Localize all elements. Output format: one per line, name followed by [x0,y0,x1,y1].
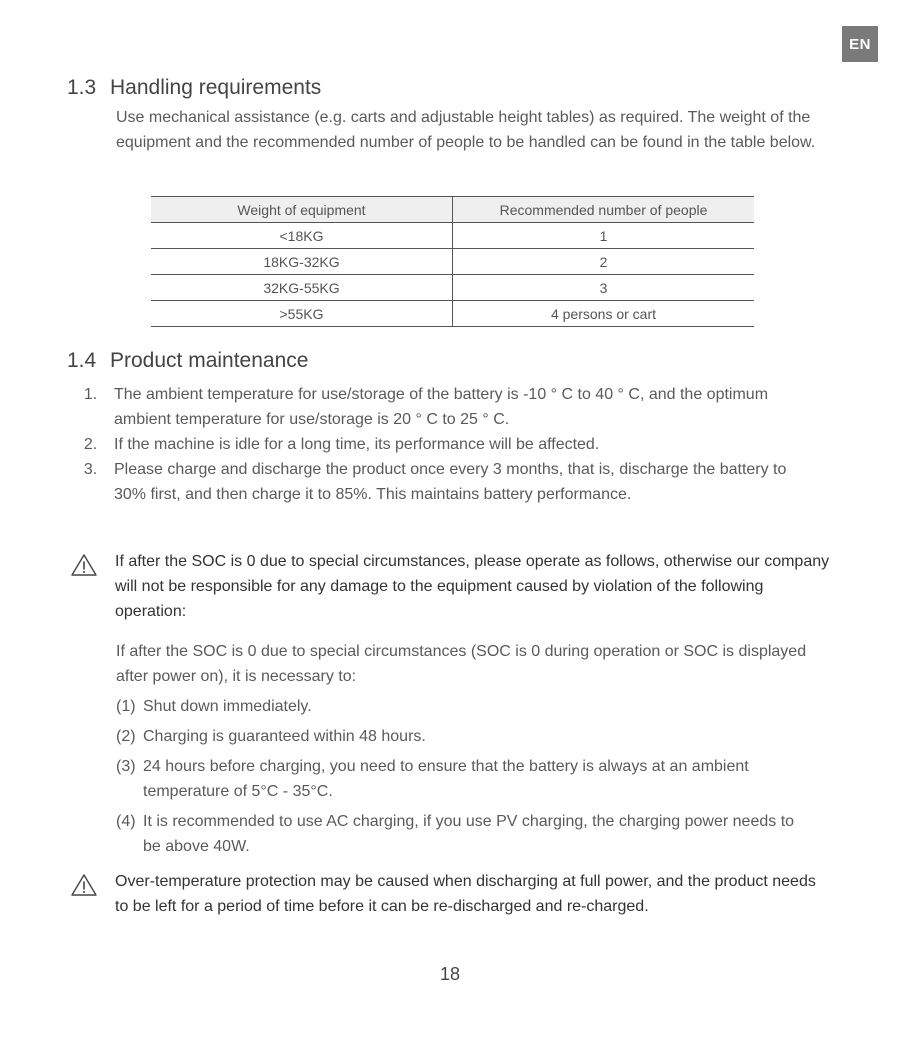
list-item [67,432,807,457]
handling-table [151,196,754,327]
list-item-number: (2) [116,728,136,745]
list-item-number: (4) [116,813,136,830]
list-item [116,754,816,804]
list-item [67,457,807,507]
table-row [151,223,754,249]
list-item-text: The ambient temperature for use/storage of the battery is -10 ° C to 40 ° C, and the optimum ambient temperature for use/storage is 20 ° C to 25 ° C. [114,386,769,428]
list-item [116,694,816,719]
language-badge: EN [842,26,878,62]
table-cell-weight: 18KG-32KG [151,249,453,275]
list-item-text: 24 hours before charging, you need to ensure that the battery is always at an ambient temperature of 5°C - 35°C. [143,758,749,800]
table-row [151,275,754,301]
warning-triangle-icon [70,873,98,897]
table-header-weight: Weight of equipment [151,197,453,223]
section-title: Handling requirements [110,76,322,99]
maintenance-list [67,382,807,507]
table-cell-weight: >55KG [151,301,453,327]
warning-detail: If after the SOC is 0 due to special circumstances (SOC is 0 during operation or SOC is displayed after power on), it is necessary to: [116,643,807,685]
list-item [116,724,816,749]
list-item-text: It is recommended to use AC charging, if you use PV charging, the charging power needs to be above 40W. [143,813,795,855]
list-item-number: (1) [116,698,136,715]
list-item-number: 2. [83,436,98,453]
table-cell-people: 4 persons or cart [453,301,755,327]
table-cell-people: 2 [453,249,755,275]
list-item [67,382,807,432]
section-number: 1.3 [67,76,97,99]
list-item [116,809,816,859]
warning-text: If after the SOC is 0 due to special circumstances, please operate as follows, otherwise our company will not be responsible for any damage to the equipment caused by violation of the following operation: [115,553,830,620]
list-item-text: If the machine is idle for a long time, its performance will be affected. [114,436,600,453]
table-row [151,249,754,275]
warning-steps [116,694,816,864]
table-cell-people: 3 [453,275,755,301]
list-item-number: (3) [116,758,136,775]
section-heading-maintenance [67,349,308,373]
list-item-number: 3. [83,461,98,478]
warning-triangle-icon [70,553,98,577]
list-item-text: Please charge and discharge the product once every 3 months, that is, discharge the battery to 30% first, and then charge it to 85%. This maintains battery performance. [114,461,787,503]
table-header-people: Recommended number of people [453,197,755,223]
warning-text: Over-temperature protection may be caused when discharging at full power, and the product needs to be left for a period of time before it can be re-discharged and re-charged. [115,873,816,915]
handling-intro: Use mechanical assistance (e.g. carts and adjustable height tables) as required. The weight of the equipment and the recommended number of people to be handled can be found in the table below. [116,109,816,151]
table-header-row [151,197,754,223]
section-heading-handling [67,76,321,100]
table-cell-people: 1 [453,223,755,249]
section-number: 1.4 [67,349,97,372]
list-item-number: 1. [83,386,98,403]
table-row [151,301,754,327]
list-item-text: Shut down immediately. [143,698,312,715]
section-title: Product maintenance [110,349,309,372]
table-cell-weight: <18KG [151,223,453,249]
page-number: 18 [439,964,461,984]
list-item-text: Charging is guaranteed within 48 hours. [143,728,426,745]
table-cell-weight: 32KG-55KG [151,275,453,301]
